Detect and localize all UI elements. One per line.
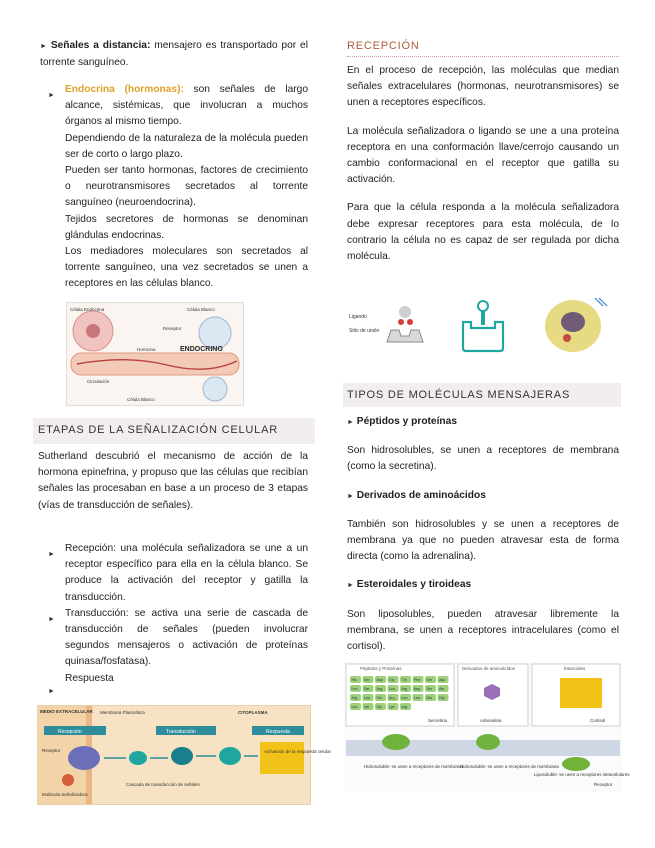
target-cell-1-shape <box>199 317 231 349</box>
amino-acid-chip-label: His <box>351 678 357 683</box>
signal-molecule-shape <box>62 774 74 786</box>
distance-signals-paragraph <box>40 38 308 71</box>
activation-box <box>260 742 304 774</box>
lock-key-diagram <box>455 298 515 352</box>
label-receptor-messenger: Receptor <box>594 782 613 787</box>
amino-acid-chip-label: Gln <box>426 696 433 701</box>
relay-2-shape <box>171 747 193 765</box>
amino-acid-chip-label: Leu <box>414 696 420 701</box>
label-cascade: Cascada de transducción de señales <box>126 782 200 787</box>
protein-core-shape <box>561 312 585 332</box>
amino-acid-chip-label: Arg <box>351 696 358 701</box>
label-activation: Activación de la respuesta celular <box>264 749 332 754</box>
distance-signals-heading: Señales a distancia: <box>50 40 151 51</box>
label-circulation: Circulación <box>87 379 110 384</box>
amino-acid-chip-label: Leu <box>401 696 408 701</box>
protein-figure <box>537 290 613 356</box>
steroid-text: Son liposolubles, pueden atravesar libremente la membrana, se unen a receptores intracelulares (como el cortisol). <box>347 608 619 653</box>
reception-paragraph-3: Para que la célula responda a la molécula señalizadora debe expresar receptores para esta molécula, de lo contrario la célula no es capaz de ser regulada por dicha molécula. <box>347 202 619 263</box>
amino-acid-chip-label: Gln <box>376 696 383 701</box>
label-col2-name: Adrenalina <box>480 718 502 723</box>
label-lipo: Liposoluble: se unen a receptores intracelulares <box>534 772 630 777</box>
pathway-figure <box>37 705 332 805</box>
label-col2-title: Derivados de aminoácidos <box>462 666 516 671</box>
label-col3-title: Esteroides <box>564 666 586 671</box>
peptides-heading: Péptidos y proteínas <box>356 416 457 427</box>
bullet-marker <box>48 84 55 102</box>
peptides-text: Son hidrosolubles, se unen a receptores de membrana (como la secretina). <box>347 445 619 473</box>
amino-acid-chip-label: Gly <box>376 705 382 710</box>
amino-acid-chip-label: Ser <box>426 687 433 692</box>
amino-acid-chip-label: Ala <box>439 687 445 692</box>
bullet-triangle-icon: ► <box>347 492 354 500</box>
amino-acid-chip-label: Gly <box>439 696 445 701</box>
messenger-figure <box>344 662 630 792</box>
ligand-figure <box>347 296 443 352</box>
stage-marker-2 <box>48 608 55 626</box>
bullet-triangle-icon: ► <box>347 419 354 426</box>
binding-dot-1 <box>398 319 404 325</box>
label-target-cell-2: Célula Blanco <box>127 397 155 402</box>
amino-acid-chip-label: Leu <box>389 687 395 692</box>
label-endocrine-cell: Célula Endocrina <box>70 307 105 312</box>
endocrine-label: Endocrina (hormonas): <box>65 84 184 95</box>
steroid-heading-line <box>347 577 619 594</box>
amino-acid-chip-label: Arg <box>401 705 408 710</box>
bullet-triangle-icon: ► <box>48 92 55 99</box>
amino-heading: Derivados de aminoácidos <box>356 489 486 501</box>
amino-acid-chip-label: Ser <box>426 678 433 683</box>
amino-acid-chip-label: Gly <box>389 678 395 683</box>
ligand-shape <box>399 306 411 318</box>
relay-3-shape <box>219 747 241 765</box>
amino-acid-chip-label: Asp <box>439 678 446 683</box>
lock-body-shape <box>463 322 503 351</box>
receptor-shape <box>68 746 100 770</box>
steroid-heading: Esteroidales y tiroideas <box>356 579 472 591</box>
amino-acid-chip-label: Arg <box>376 687 383 692</box>
reception-title: RECEPCIÓN <box>347 40 420 52</box>
label-receptor-pathway: Receptor <box>42 748 61 753</box>
label-step-reception: Recepción <box>58 729 82 735</box>
distance-signals-block <box>40 38 308 71</box>
label-extracellular: MEDIO EXTRACELULAR <box>40 709 93 714</box>
lock-key-figure <box>455 298 515 352</box>
stage-item-response: Respuesta <box>65 672 114 684</box>
reception-paragraph-2: La molécula señalizadora o ligando se une a una proteína receptora en una conformación llave/cerrojo causando un cambio conformacional en el receptor que gatilla su activación. <box>347 125 619 186</box>
receptor-blob-1 <box>382 734 410 750</box>
amino-acid-chip-label: Leu <box>351 687 358 692</box>
endocrine-paragraph-4: Tejidos secretores de hormonas se denominan glándulas endocrinas. <box>65 213 308 241</box>
receptor-site-shape <box>387 330 423 342</box>
amino-acid-chip-label: Arg <box>389 696 395 701</box>
endocrine-paragraph <box>65 82 308 131</box>
bullet-triangle-icon: ► <box>40 43 47 50</box>
label-receptor: Receptor <box>163 326 182 331</box>
label-hydro-2: Hidrosoluble: se unen a receptores de membrana <box>460 764 559 769</box>
stages-intro: Sutherland descubrió el mecanismo de acción de la hormona epinefrina, y propuso que las células que recibían señales las procesaban en base a un proceso de 3 etapas (vías de transducción de señales). <box>38 451 308 511</box>
binding-dot-2 <box>407 319 413 325</box>
label-target-cell-1: Célula Blanco <box>187 307 215 312</box>
label-col1-name: Secretina <box>428 718 448 723</box>
amino-acid-chip-label: Val <box>364 705 369 710</box>
peptides-heading-line <box>347 414 619 431</box>
endocrine-caption: ENDOCRINO <box>180 346 223 353</box>
amino-acid-chip-label: Thr <box>401 678 407 683</box>
reception-text-block <box>347 63 619 265</box>
ligand-diagram <box>347 296 443 352</box>
pathway-diagram <box>38 706 332 804</box>
reception-paragraph-1: En el proceso de recepción, las moléculas que median señales extracelulares (hormonas, neurotransmisores) se unen a receptores específicos. <box>347 65 619 109</box>
stages-intro-block <box>38 449 308 514</box>
label-hormone: Hormona <box>137 347 156 352</box>
receptor-blob-2 <box>476 734 500 750</box>
bullet-triangle-icon: ► <box>48 688 55 695</box>
amino-acid-chip-label: Lys <box>389 705 395 710</box>
types-title: TIPOS DE MOLÉCULAS MENSAJERAS <box>347 389 571 401</box>
label-binding-site: Sitio de unión <box>349 328 380 334</box>
label-col3-name: Cortisol <box>590 718 606 723</box>
stages-list <box>65 541 308 687</box>
label-membrane: Membrana Plasmática <box>100 710 145 715</box>
endocrine-nucleus-shape <box>86 324 100 338</box>
amino-acid-chip-label: Arg <box>401 687 408 692</box>
label-col1-title: Péptidos y Proteínas <box>360 666 402 671</box>
endocrine-diagram <box>67 303 243 405</box>
amino-acid-chip-label: Leu <box>364 696 370 701</box>
bullet-triangle-icon: ► <box>48 616 55 623</box>
reception-title-rule <box>347 56 619 57</box>
stage-marker-1 <box>48 543 55 561</box>
label-ligand: Ligando <box>349 314 367 320</box>
stages-title: ETAPAS DE LA SEÑALIZACIÓN CELULAR <box>38 424 278 436</box>
stage-item-transduction: Transducción: se activa una serie de cascada de transducción de señales (pueden involucrar segundos mensajeros o activación de proteínas quinasa/fosfatasa). <box>65 607 308 668</box>
bullet-triangle-icon: ► <box>347 582 354 590</box>
relay-1-shape <box>129 751 147 765</box>
stage-marker-3 <box>48 680 55 698</box>
amino-acid-chip-label: Leu <box>351 705 358 710</box>
key-shaft-shape <box>481 311 485 325</box>
label-step-transduction: Transducción <box>166 729 196 735</box>
protein-ligand-shape <box>563 334 571 342</box>
endocrine-block <box>65 82 308 293</box>
target-cell-2-shape <box>203 377 227 401</box>
amino-acid-chip-label: Asp <box>414 687 421 692</box>
protein-diagram <box>537 290 613 356</box>
amino-acid-chip-label: Asp <box>376 678 383 683</box>
key-head-shape <box>478 301 488 311</box>
label-cytoplasm: CITOPLASMA <box>238 710 268 715</box>
endocrine-paragraph-3: Pueden ser tanto hormonas, factores de crecimiento o neurotransmisores secretados al torrente sanguíneo (neuroendocrina). <box>65 165 308 209</box>
amino-acid-chip-label: Ser <box>364 687 370 692</box>
types-text-block <box>347 414 619 655</box>
label-step-response: Respuesta <box>266 729 290 735</box>
blood-vessel-shape <box>71 353 239 375</box>
messenger-diagram <box>344 662 630 792</box>
stage-item-reception: Recepción: una molécula señalizadora se une a un receptor específico para ella en la célula blanco. Se produce la activación del receptor y gatilla la transducción. <box>65 543 308 603</box>
endocrine-paragraph-5: Los mediadores moleculares son secretados al torrente sanguíneo, una vez secretados se unen a receptores en las células blanco. <box>65 246 308 290</box>
endocrine-paragraph-2: Dependiendo de la naturaleza de la molécula pueden ser de corto o largo plazo. <box>65 132 308 160</box>
amino-acid-chip-label: Phe <box>414 678 421 683</box>
bullet-triangle-icon: ► <box>48 551 55 558</box>
amino-acid-chip-label: Ser <box>364 678 370 683</box>
label-signal-molecule: Molécula Señalizadora <box>42 792 88 797</box>
endocrine-figure <box>66 302 244 406</box>
protein-side-chain <box>595 298 607 306</box>
endocrine-text: son señales de largo alcance, sistémicas, que involucran a muchos órganos al mismo tiempo. <box>65 84 308 128</box>
distance-signals-text: mensajero es transportado por el torrente sanguíneo. <box>40 40 308 69</box>
cortisol-shape <box>560 678 602 708</box>
amino-text: También son hidrosolubles y se unen a receptores de membrana ya que no pueden atravesar esta de forma directa (como la adrenalina). <box>347 518 619 563</box>
amino-heading-line <box>347 488 619 505</box>
receptor-blob-3 <box>562 757 590 771</box>
label-hydro-1: Hidrosoluble: se unen a receptores de membrana <box>364 764 463 769</box>
